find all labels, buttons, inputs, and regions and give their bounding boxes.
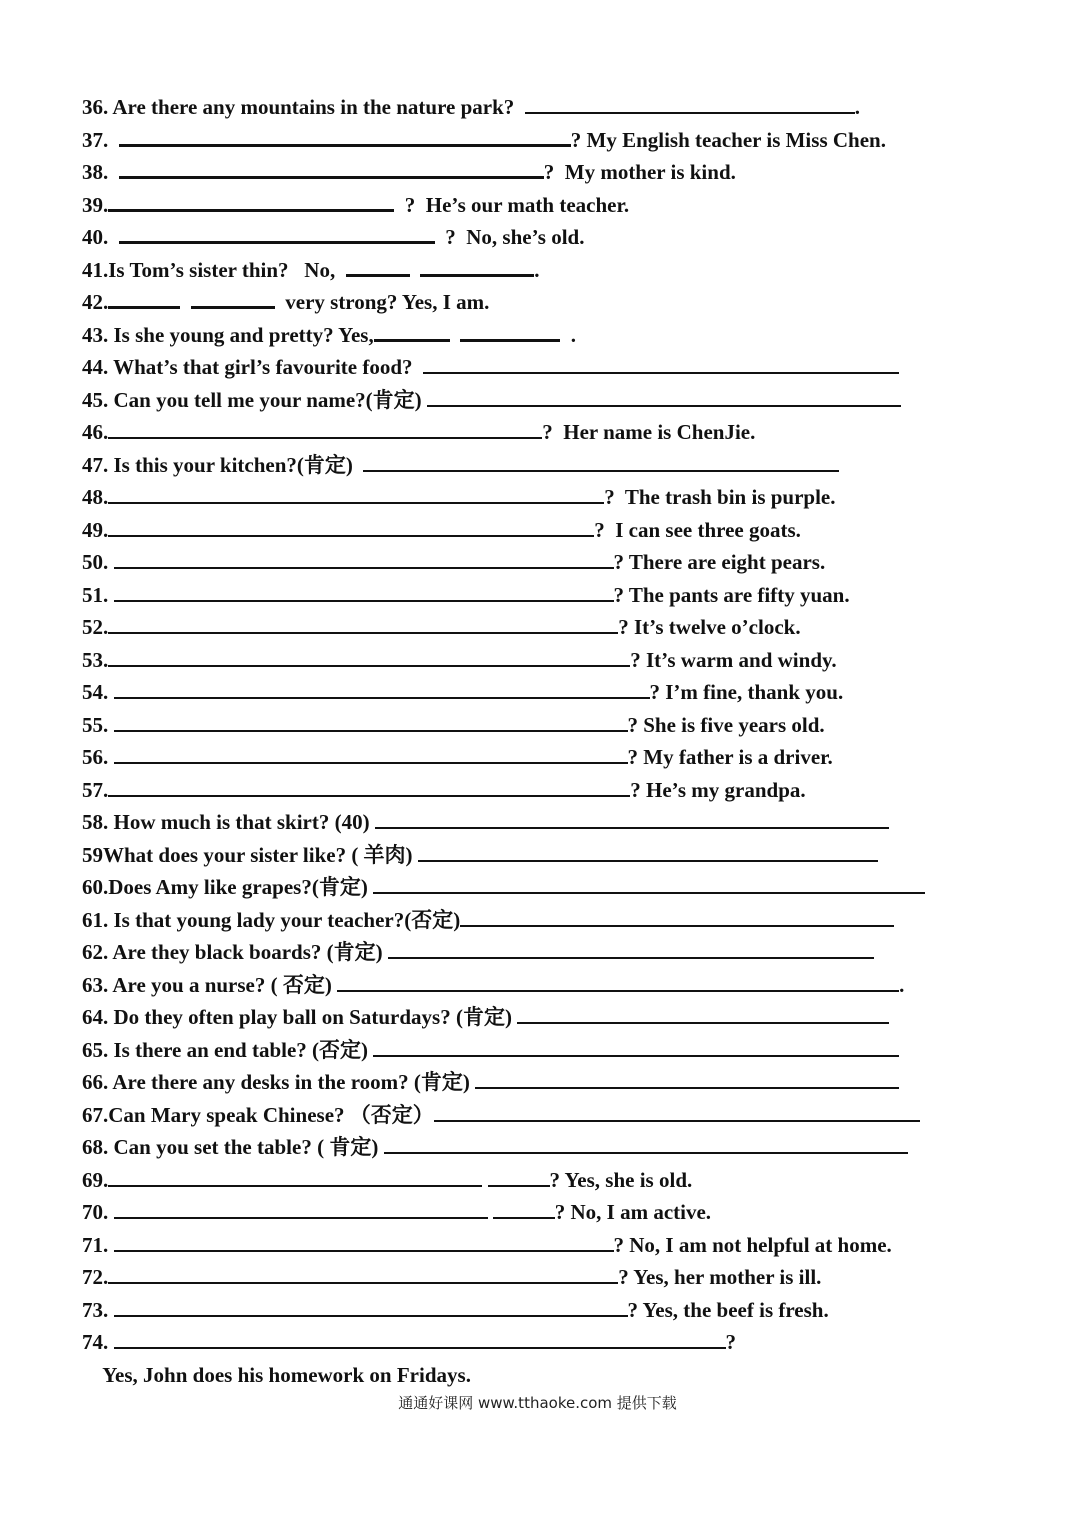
question-line [82,743,833,771]
question-text: . [899,972,905,997]
answer-blank[interactable] [108,1264,618,1284]
answer-blank[interactable] [114,582,614,602]
question-text: ? He’s my grandpa. [630,777,806,802]
question-text: 67.Can Mary speak Chinese? （否定） [82,1102,434,1127]
question-line [82,613,801,641]
question-line [82,256,539,284]
question-text: 39. [82,192,109,217]
answer-blank[interactable] [337,972,899,992]
answer-blank[interactable] [460,321,560,342]
question-text: 36. Are there any mountains in the nature park? [82,95,525,119]
question-line [82,581,850,609]
footer-credit: 通通好课网 www.tthaoke.com 提供下载 [398,1394,677,1412]
answer-blank[interactable] [108,419,542,439]
answer-blank[interactable] [108,614,618,634]
answer-blank[interactable] [114,1232,614,1252]
question-text: ? No, she’s old. [434,225,585,249]
question-text: ? My mother is kind. [543,160,736,184]
question-text: 66. Are there any desks in the room? (肯定) [82,1070,476,1094]
question-line [82,1101,920,1129]
answer-blank[interactable] [119,158,544,179]
question-text: 55. [82,712,114,737]
answer-blank[interactable] [488,1167,550,1187]
question-text: 74. [82,1330,114,1354]
answer-blank[interactable] [427,387,901,407]
question-text: ? The trash bin is purple. [604,485,836,509]
question-line [82,321,576,349]
question-text: 65. Is there an end table? (否定) [82,1037,374,1062]
answer-blank[interactable] [108,191,394,212]
question-text: 46. [82,420,109,444]
question-text: 45. Can you tell me your name?(肯定) [82,387,427,412]
answer-blank[interactable] [108,647,630,667]
question-line [82,1296,829,1324]
question-text: 70. [82,1200,114,1224]
question-text: ? I can see three goats. [594,517,801,542]
question-line [82,191,629,219]
answer-blank[interactable] [517,1004,889,1024]
answer-blank[interactable] [375,809,889,829]
answer-blank[interactable] [119,223,435,244]
question-text: ? Yes, her mother is ill. [618,1265,822,1289]
question-text: 57. [82,777,109,802]
question-text: ? No, I am not helpful at home. [613,1232,892,1257]
answer-blank[interactable] [493,1199,555,1219]
question-line [82,1003,889,1031]
question-line [82,126,886,154]
question-text: ? It’s twelve o’clock. [618,615,801,639]
question-line [82,776,806,804]
question-line [82,678,843,706]
question-line [82,158,736,186]
question-text: ? He’s our math teacher. [394,192,630,217]
question-line [82,516,801,544]
answer-blank[interactable] [434,1102,920,1122]
question-text: 48. [82,485,109,509]
question-text: ? The pants are fifty yuan. [613,582,850,607]
question-text: 63. Are you a nurse? ( 否定) [82,972,338,997]
question-line [82,548,825,576]
question-text: 50. [82,550,114,574]
question-line [82,1166,692,1194]
answer-blank[interactable] [119,126,571,147]
question-text: 60.Does Amy like grapes?(肯定) [82,875,374,899]
question-text: ? My father is a driver. [627,745,833,769]
question-line [82,1133,908,1161]
question-text: 42. [82,290,109,314]
answer-blank[interactable] [418,842,878,862]
question-text: . [854,95,861,119]
answer-blank[interactable] [114,549,614,569]
question-text: ? My English teacher is Miss Chen. [570,127,886,152]
question-line [82,418,755,446]
question-text: ? She is five years old. [627,712,825,737]
answer-blank[interactable] [114,1199,488,1219]
question-text: 40. [82,225,119,249]
question-text: 52. [82,615,109,639]
question-text: 41.Is Tom’s sister thin? No, [82,257,346,282]
question-text: 62. Are they black boards? (肯定) [82,940,388,964]
question-line [82,711,825,739]
question-line [82,483,836,511]
question-line [82,353,899,381]
answer-blank[interactable] [373,1037,899,1057]
answer-blank[interactable] [114,679,650,699]
question-text: ? Yes, the beef is fresh. [627,1297,829,1322]
question-line [82,1231,892,1259]
question-line [82,223,585,251]
question-text: 38. [82,160,119,184]
answer-blank[interactable] [384,1134,908,1154]
question-text: 64. Do they often play ball on Saturdays? (肯定) [82,1005,518,1029]
question-text: 53. [82,647,109,672]
answer-blank[interactable] [114,1297,628,1317]
answer-blank[interactable] [423,354,899,374]
question-text: 58. How much is that skirt? (40) [82,810,375,834]
question-text: 68. Can you set the table? ( 肯定) [82,1135,384,1159]
answer-blank[interactable] [114,1329,726,1349]
question-line [82,1361,471,1389]
question-text: 37. [82,127,119,152]
question-text [180,290,191,314]
question-text: 73. [82,1297,114,1322]
question-text: 44. What’s that girl’s favourite food? [82,355,424,379]
answer-blank[interactable] [475,1069,899,1089]
answer-blank[interactable] [108,1167,482,1187]
question-line [82,873,925,901]
question-text: 72. [82,1265,109,1289]
question-text: 56. [82,745,114,769]
question-text: ? No, I am active. [554,1200,712,1224]
question-text: 54. [82,680,114,704]
question-text: 43. Is she young and pretty? Yes, [82,322,374,347]
answer-blank[interactable] [108,517,594,537]
answer-blank[interactable] [191,288,275,309]
question-text: ? There are eight pears. [613,550,826,574]
question-line [82,1036,899,1064]
answer-blank[interactable] [388,939,874,959]
question-line [82,1198,711,1226]
question-line [82,1328,736,1356]
question-text: ? [725,1330,736,1354]
question-text: ? I’m fine, thank you. [649,680,844,704]
question-line [82,906,894,934]
answer-blank[interactable] [525,94,855,114]
question-line [82,938,874,966]
question-text: 49. [82,517,109,542]
question-text [450,323,461,347]
answer-blank[interactable] [108,777,630,797]
question-line [82,646,837,674]
answer-blank[interactable] [420,256,534,277]
question-text: ? Yes, she is old. [549,1167,693,1192]
question-text: very strong? Yes, I am. [274,290,490,314]
question-text: ? It’s warm and windy. [630,647,837,672]
answer-blank[interactable] [374,321,450,342]
answer-blank[interactable] [114,712,628,732]
answer-blank[interactable] [363,452,839,472]
answer-blank[interactable] [460,907,894,927]
question-line [82,971,904,999]
answer-blank[interactable] [346,256,410,277]
question-line [82,288,489,316]
question-text: 69. [82,1167,109,1192]
question-text: 71. [82,1232,114,1257]
answer-blank[interactable] [373,874,925,894]
answer-blank[interactable] [108,288,180,309]
question-line [82,1068,899,1096]
answer-blank[interactable] [114,744,628,764]
question-text: ? Her name is ChenJie. [542,420,756,444]
answer-blank[interactable] [108,484,604,504]
question-line [82,1263,821,1291]
question-text: 61. Is that young lady your teacher?(否定) [82,907,461,932]
question-line [82,841,878,869]
question-text: 51. [82,582,114,607]
question-line [82,808,889,836]
question-text: . [560,322,576,347]
question-text: Yes, John does his homework on Fridays. [82,1362,471,1387]
question-text: 59What does your sister like? ( 羊肉) [82,842,418,867]
question-line [82,93,860,121]
question-text: 47. Is this your kitchen?(肯定) [82,452,364,477]
question-line [82,386,901,414]
question-text [410,258,421,282]
question-line [82,451,839,479]
question-text: . [534,257,540,282]
